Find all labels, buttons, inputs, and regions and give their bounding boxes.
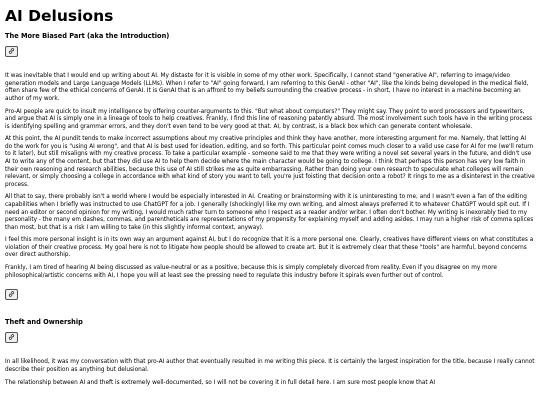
section-heading: The More Biased Part (aka the Introduction) (5, 32, 170, 41)
paragraph: In all likelihood, it was my conversation with that pro-AI author that eventually resulted in me writing this piece. It is certainly the largest inspiration for the title, because I really cannot describe their position as anything but delusional. (5, 359, 535, 373)
copy-link-button[interactable] (5, 289, 18, 300)
copy-link-button[interactable] (5, 332, 18, 343)
paragraph: It was inevitable that I would end up writing about AI. My distaste for it is visible in some of my other work. Specifically, I cannot stand "generative AI", referring to image/video generation models and Large Language Models (LLMs). When I refer to "AI" going forward, I am referring to this GenAI - other "AI", like the kinds being developed in the medical field, often share few of the ethical concerns of GenAI. It is GenAI that is an affront to my beliefs surrounding the creative process - in short, I have no interest in a machine becoming an author of my work. (5, 73, 529, 103)
paragraph: I feel this more personal insight is in its own way an argument against AI, but I do recognize that it is a more personal one. Clearly, creatives have different views on what constitutes a violation of their creative process. My goal here is not to litigate how people should be allowed to create art. But it is extremely clear that these "tools" are harmful, beyond concerns over direct authorship. (5, 237, 534, 259)
paragraph: Pro-AI people are quick to insult my intelligence by offering counter-arguments to this. "But what about computers?" They might say. They point to word processors and typewriters, and argue that AI is simply one in a lineage of tools to help creatives. Frankly, I find this line of reasoning patently absurd. The most involvement such tools have in the writing process is identifying spelling and grammar errors, and they don't even tend to be very good at that. AI, by contrast, is a black box which can generate content wholesale. (5, 108, 533, 130)
paragraph: At this point, the AI pundit tends to make incorrect assumptions about my creative principles and think they have another, more interesting argument for me. Namely, that letting AI do the work for you is "using AI wrong", and that AI is best used for ideation, editing, and so forth. This particular point comes much closer to a valid use case for AI for me (we'll return to it later), but still misaligns with my creative process. To take a particular example - someone said to me that they were writing a novel set several years in the future, and didn't use AI to write any of the content, but that they did use AI to help them decide where the main character would be going to college. I think that perhaps this person has very low faith in their own reasoning and research abilities, because this use of AI still strikes me as quite embarrassing. Rather than doing your own research to speculate what colleges will remain relevant, or simply choosing a college in accordance with what kind of story you want to tell, you're just foisting that decision onto a robot? It rings to me as a disinterest in the creative process. (5, 136, 535, 188)
paragraph: All that to say, there probably isn't a world where I would be especially interested in AI. Creating or brainstorming with it is uninteresting to me, and I wasn't even a fan of the editing capabilities when I briefly was instructed to use ChatGPT for a job. I generally (shockingly) like my own writing, and almost always preferred it to whatever ChatGPT would spit out. If I need an editor or second opinion for my writing, I would much rather turn to someone who I respect as a reader and/or writer. I often don't bother. My writing is inexorably tied to my personality - the many em dashes, commas, and parentheticals are representations of my propensity for explaining myself and adding asides. I may run a higher risk of comma splices than most, but that is a risk I am willing to take (in this slightly informal context, anyway). (5, 194, 534, 231)
link-icon (8, 48, 15, 54)
paragraph: The relationship between AI and theft is extremely well-documented, so I will not be covering it in full detail here. I am sure most people know that AI (5, 379, 436, 386)
section-heading: Theft and Ownership (5, 318, 83, 327)
copy-link-button[interactable] (5, 46, 18, 57)
page-title: AI Delusions (5, 7, 114, 25)
section-theft (5, 318, 535, 387)
link-icon (8, 291, 15, 297)
paragraph: Frankly, I am tired of hearing AI being discussed as value-neutral or as a positive, because this is simply completely divorced from reality. Even if you disagree on my more philosophical/artistic concerns with AI, I hope you will at least see the pressing need to regulate this industry before it spirals even further out of control. (5, 265, 497, 279)
section-intro (5, 32, 535, 304)
link-icon (8, 334, 15, 340)
